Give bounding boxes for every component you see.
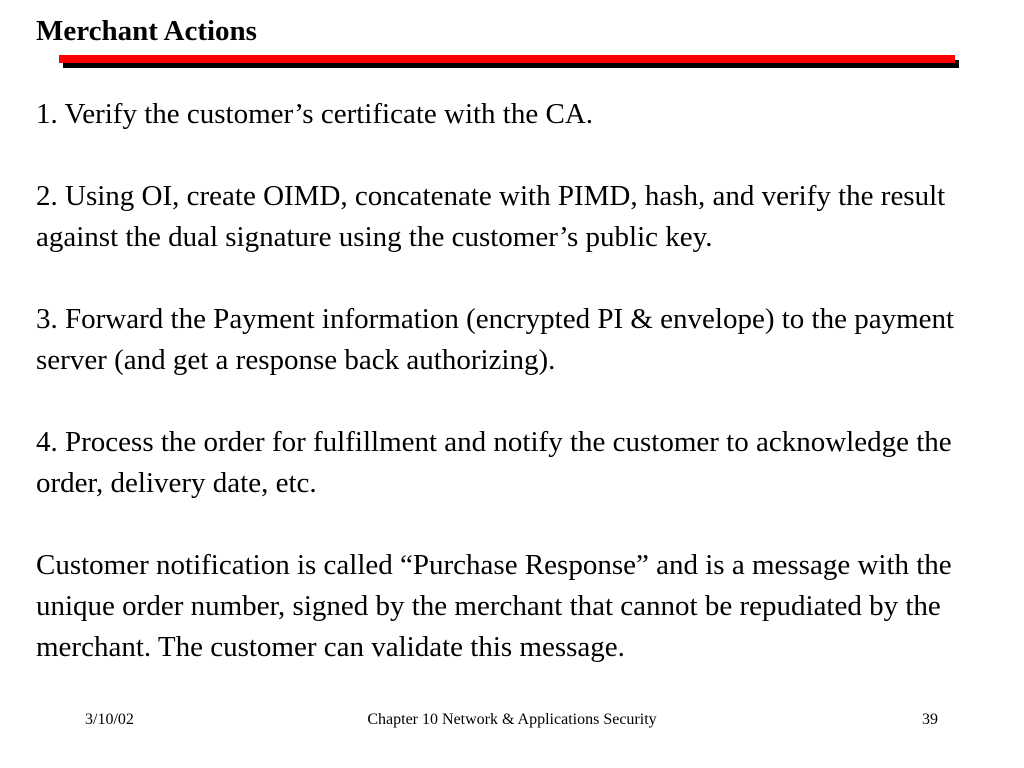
- step-2-text: 2. Using OI, create OIMD, concatenate with PIMD, hash, and verify the result against the dual signature using the customer’s public key.: [36, 180, 946, 253]
- customer-notification-text: Customer notification is called “Purchase Response” and is a message with the unique order number, signed by the merchant that cannot be repudiated by the merchant. The customer can validate this message.: [36, 549, 952, 663]
- slide-title: Merchant Actions: [36, 15, 257, 47]
- footer-chapter-title: Chapter 10 Network & Applications Security: [367, 711, 657, 728]
- title-underline: [59, 55, 955, 63]
- step-3-text: 3. Forward the Payment information (encrypted PI & envelope) to the payment server (and get a response back authorizing).: [36, 303, 955, 376]
- slide-body: [36, 94, 1011, 668]
- step-4-text: 4. Process the order for fulfillment and notify the customer to acknowledge the order, delivery date, etc.: [36, 426, 952, 499]
- footer-date: 3/10/02: [85, 711, 134, 728]
- step-1-text: 1. Verify the customer’s certificate with the CA.: [36, 98, 594, 130]
- footer-page-number: 39: [922, 711, 938, 728]
